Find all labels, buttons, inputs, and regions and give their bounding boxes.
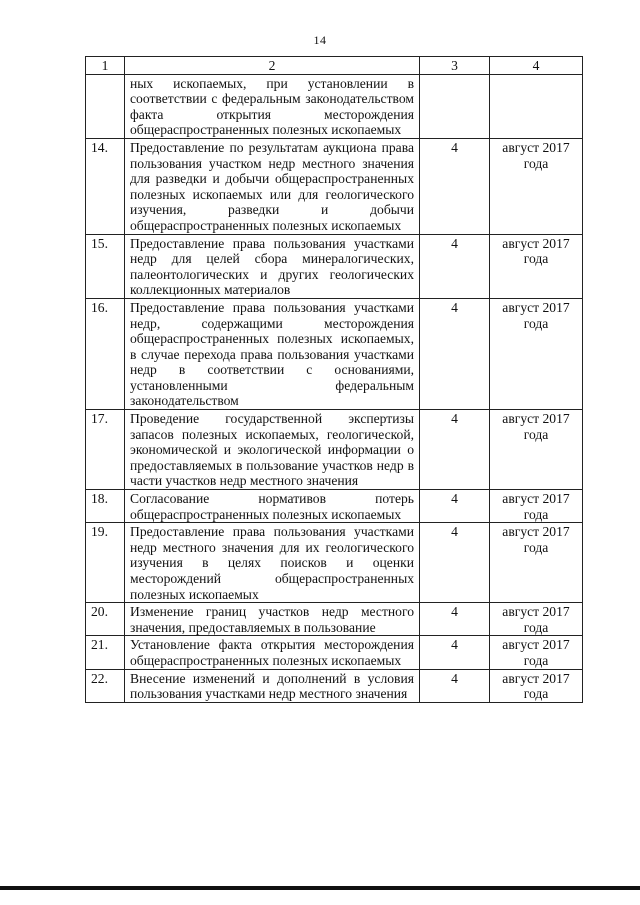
column-header-stage: 3 (420, 57, 490, 75)
row-number: 18. (86, 490, 125, 523)
table-row (86, 74, 583, 138)
table-row (86, 490, 583, 523)
column-header-term: 4 (490, 57, 583, 75)
row-term (490, 74, 583, 138)
table-row (86, 234, 583, 298)
bottom-rule (0, 886, 640, 890)
row-number: 20. (86, 603, 125, 636)
row-term: август 2017 года (490, 490, 583, 523)
row-number: 14. (86, 138, 125, 234)
page-number: 14 (313, 33, 327, 47)
column-header-number: 1 (86, 57, 125, 75)
table-row (86, 138, 583, 234)
row-stage: 4 (420, 234, 490, 298)
row-description: Предоставление права пользования участками недр, содержащими месторождения общераспространенных полезных ископаемых, в случае перехода права пользования участками недр в соответствии с основаниями, установленными федеральным законодательством (125, 298, 420, 409)
row-term: август 2017 года (490, 523, 583, 603)
row-stage: 4 (420, 410, 490, 490)
row-number (86, 74, 125, 138)
row-term: август 2017 года (490, 138, 583, 234)
row-description: ных ископаемых, при установлении в соответствии с федеральным законодательством факта открытия месторождения общераспространенных полезных ископаемых (125, 74, 420, 138)
row-stage: 4 (420, 603, 490, 636)
row-number: 22. (86, 669, 125, 702)
table-row (86, 603, 583, 636)
table-row (86, 298, 583, 409)
row-term: август 2017 года (490, 410, 583, 490)
row-stage: 4 (420, 138, 490, 234)
row-stage: 4 (420, 298, 490, 409)
row-stage: 4 (420, 669, 490, 702)
row-number: 21. (86, 636, 125, 669)
table-row (86, 669, 583, 702)
row-term: август 2017 года (490, 603, 583, 636)
row-description: Установление факта открытия месторождения общераспространенных полезных ископаемых (125, 636, 420, 669)
row-stage (420, 74, 490, 138)
row-description: Внесение изменений и дополнений в условия пользования участками недр местного значения (125, 669, 420, 702)
row-stage: 4 (420, 636, 490, 669)
table-header-row (86, 57, 583, 75)
row-term: август 2017 года (490, 636, 583, 669)
table-row (86, 410, 583, 490)
row-description: Предоставление по результатам аукциона права пользования участком недр местного значения для разведки и добычи общераспространенных полезных ископаемых или для геологического изучения, разведки и добычи общераспространенных полезных ископаемых (125, 138, 420, 234)
row-description: Предоставление права пользования участками недр местного значения для их геологического изучения в целях поисков и оценки месторождений общераспространенных полезных ископаемых (125, 523, 420, 603)
row-stage: 4 (420, 523, 490, 603)
table-row (86, 523, 583, 603)
table-row (86, 636, 583, 669)
row-number: 15. (86, 234, 125, 298)
measures-table (85, 56, 583, 703)
row-description: Изменение границ участков недр местного значения, предоставляемых в пользование (125, 603, 420, 636)
row-term: август 2017 года (490, 234, 583, 298)
row-term: август 2017 года (490, 298, 583, 409)
row-term: август 2017 года (490, 669, 583, 702)
row-number: 16. (86, 298, 125, 409)
row-description: Проведение государственной экспертизы запасов полезных ископаемых, геологической, экономической и экологической информации о предоставляемых в пользование участков недр в части участков недр местного значения (125, 410, 420, 490)
column-header-description: 2 (125, 57, 420, 75)
row-number: 17. (86, 410, 125, 490)
row-description: Предоставление права пользования участками недр для целей сбора минералогических, палеонтологических и других геологических коллекционных материалов (125, 234, 420, 298)
row-stage: 4 (420, 490, 490, 523)
row-description: Согласование нормативов потерь общераспространенных полезных ископаемых (125, 490, 420, 523)
row-number: 19. (86, 523, 125, 603)
